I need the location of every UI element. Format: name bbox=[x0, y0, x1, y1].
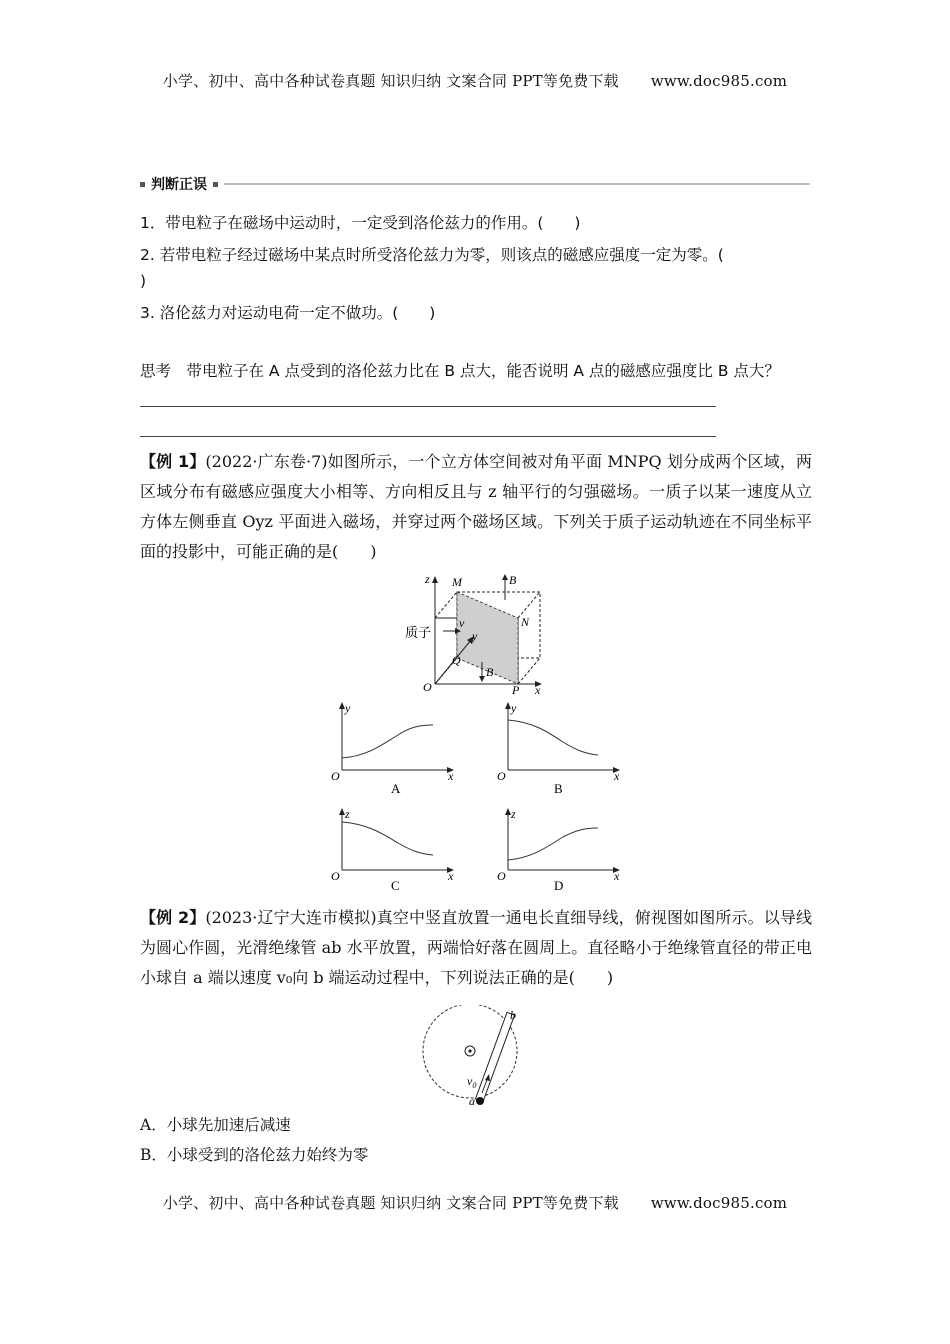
example-1-text: (2022·广东卷·7)如图所示，一个立方体空间被对角平面 MNPQ 划分成两个区域，两区域分布有磁感应强度大小相等、方向相反且与 z 轴平行的匀强磁场。一质子以某一速度从立方体左侧垂直 Oyz 平面进入磁场，并穿过两个磁场区域。下列关于质子运动轨迹在不同坐标平面的投影中，可能正确的是( ) bbox=[140, 452, 812, 561]
page-header bbox=[0, 70, 950, 91]
velocity-label: $v_0$ bbox=[467, 1074, 477, 1090]
option-b-label: B bbox=[554, 781, 563, 796]
page-footer bbox=[0, 1192, 950, 1213]
option-c-haxis: x bbox=[448, 869, 454, 883]
example-2 bbox=[140, 903, 812, 993]
axis-label-x: x bbox=[535, 683, 541, 695]
option-d-vaxis: z bbox=[511, 807, 516, 821]
wire-top-view-diagram bbox=[418, 1005, 528, 1105]
answer-line[interactable] bbox=[140, 406, 716, 407]
choice-a[interactable]: A．小球先加速后减速 bbox=[140, 1116, 291, 1134]
option-d-haxis: x bbox=[614, 869, 620, 883]
statement-1: 1．带电粒子在磁场中运动时，一定受到洛伦兹力的作用。( ) bbox=[140, 214, 581, 232]
point-label-p: P bbox=[512, 683, 520, 695]
option-graphs bbox=[328, 700, 628, 890]
choice-b[interactable]: B．小球受到的洛伦兹力始终为零 bbox=[140, 1146, 369, 1164]
example-2-text: (2023·辽宁大连市模拟)真空中竖直放置一通电长直细导线，俯视图如图所示。以导线为圆心作圆，光滑绝缘管 ab 水平放置，两端恰好落在圆周上。直径略小于绝缘管直径的带正电小球自 a 端以速度 v₀向 b 端运动过程中，下列说法正确的是( ) bbox=[140, 908, 812, 987]
section-header bbox=[140, 176, 810, 192]
end-label-a: a bbox=[469, 1094, 475, 1105]
option-a-graph[interactable] bbox=[331, 701, 454, 796]
section-divider bbox=[224, 183, 810, 185]
option-d-graph[interactable] bbox=[497, 807, 620, 890]
point-label-n: N bbox=[521, 615, 530, 629]
point-label-m: M bbox=[452, 575, 462, 589]
field-label-b-up: B bbox=[509, 573, 517, 587]
header-url: www.doc985.com bbox=[650, 72, 788, 90]
option-c-label: C bbox=[391, 878, 400, 890]
answer-line[interactable] bbox=[140, 436, 716, 437]
cube-diagram bbox=[395, 570, 555, 695]
section-title: 判断正误 bbox=[151, 177, 207, 193]
option-d-origin: O bbox=[497, 869, 506, 883]
point-label-q: Q bbox=[452, 653, 461, 667]
option-c-graph[interactable] bbox=[331, 807, 454, 890]
option-b-haxis: x bbox=[614, 769, 620, 783]
velocity-label: v bbox=[459, 616, 465, 630]
origin-label: O bbox=[423, 680, 432, 694]
option-c-origin: O bbox=[331, 869, 340, 883]
proton-label: 质子 bbox=[405, 625, 432, 640]
example-1 bbox=[140, 447, 812, 567]
footer-text: 小学、初中、高中各种试卷真题 知识归纳 文案合同 PPT等免费下载 bbox=[162, 1194, 619, 1212]
option-a-haxis: x bbox=[448, 769, 454, 783]
example-2-tag: 【例 2】 bbox=[140, 908, 206, 927]
footer-url: www.doc985.com bbox=[650, 1194, 788, 1212]
ball-icon bbox=[476, 1097, 484, 1105]
option-a-origin: O bbox=[331, 769, 340, 783]
statement-2-cont: ) bbox=[140, 272, 147, 290]
option-b-graph[interactable] bbox=[497, 701, 620, 796]
axis-label-z: z bbox=[425, 572, 430, 586]
option-b-origin: O bbox=[497, 769, 506, 783]
square-bullet-icon bbox=[213, 182, 218, 187]
think-question: 思考 带电粒子在 A 点受到的洛伦兹力比在 B 点大，能否说明 A 点的磁感应强度比 B 点大？ bbox=[140, 362, 780, 380]
end-label-b: b bbox=[510, 1008, 516, 1022]
option-a-vaxis: y bbox=[345, 701, 351, 715]
option-d-label: D bbox=[554, 878, 564, 890]
statement-2: 2. 若带电粒子经过磁场中某点时所受洛伦兹力为零，则该点的磁感应强度一定为零。( bbox=[140, 246, 724, 264]
example-1-tag: 【例 1】 bbox=[140, 452, 206, 471]
square-bullet-icon bbox=[140, 182, 145, 187]
option-b-vaxis: y bbox=[511, 701, 517, 715]
option-a-label: A bbox=[391, 781, 401, 796]
header-text: 小学、初中、高中各种试卷真题 知识归纳 文案合同 PPT等免费下载 bbox=[162, 72, 619, 90]
field-label-b-down: B bbox=[486, 665, 494, 679]
option-c-vaxis: z bbox=[345, 807, 350, 821]
axis-label-y: y bbox=[472, 629, 478, 643]
insulating-tube bbox=[476, 1012, 515, 1101]
statement-3: 3. 洛伦兹力对运动电荷一定不做功。( ) bbox=[140, 304, 436, 322]
